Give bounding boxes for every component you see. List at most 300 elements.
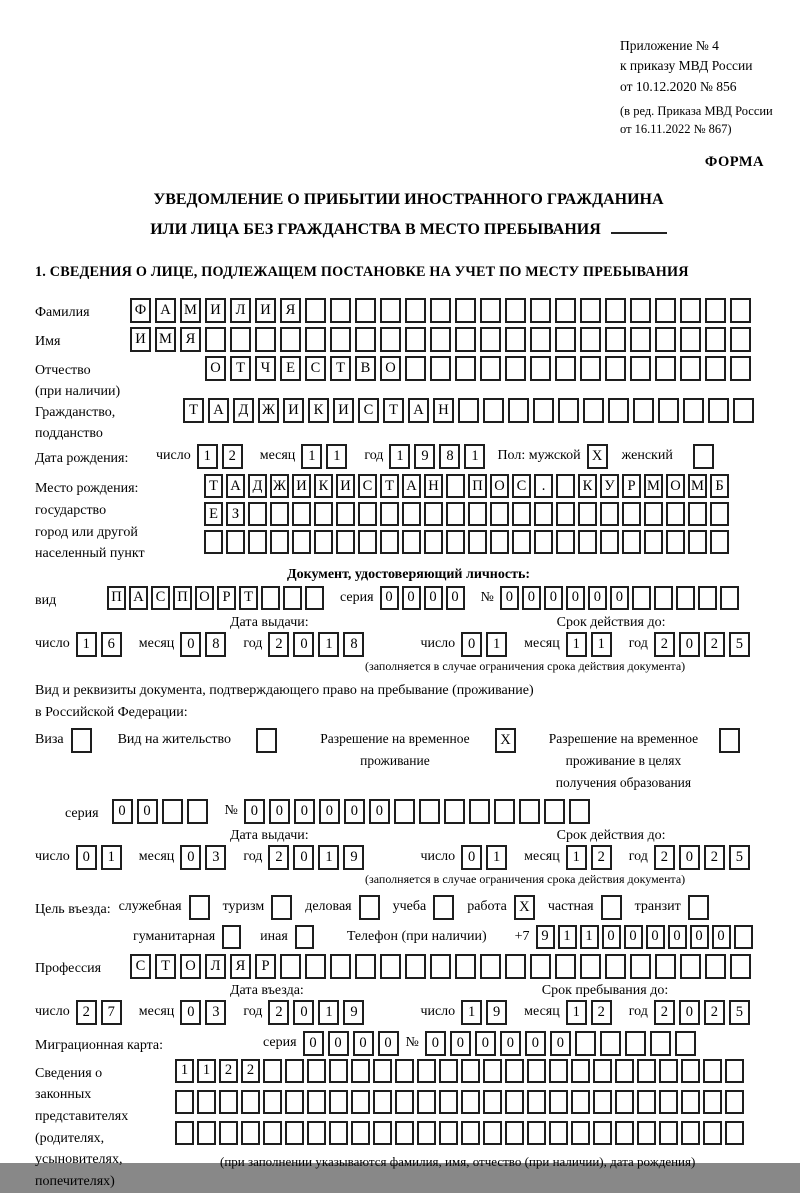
char-cell[interactable] (285, 1090, 304, 1114)
char-cell[interactable] (355, 298, 376, 323)
char-cell[interactable] (480, 298, 501, 323)
char-cell[interactable] (512, 530, 531, 554)
char-cell[interactable] (681, 1121, 700, 1145)
char-cell[interactable] (417, 1121, 436, 1145)
char-cell[interactable]: 2 (268, 1000, 289, 1025)
char-cell[interactable] (725, 1121, 744, 1145)
char-cell[interactable] (270, 502, 289, 526)
char-cell[interactable] (600, 502, 619, 526)
char-cell[interactable] (534, 502, 553, 526)
char-cell[interactable] (270, 530, 289, 554)
char-cell[interactable] (307, 1090, 326, 1114)
char-cell[interactable] (417, 1059, 436, 1083)
char-cell[interactable] (569, 799, 590, 824)
char-cell[interactable]: 7 (101, 1000, 122, 1025)
char-cell[interactable]: Я (180, 327, 201, 352)
char-cell[interactable]: С (358, 398, 379, 423)
char-cell[interactable] (580, 298, 601, 323)
char-cell[interactable]: Д (248, 474, 267, 498)
char-cell[interactable] (255, 327, 276, 352)
char-cell[interactable] (555, 298, 576, 323)
char-cell[interactable] (530, 298, 551, 323)
char-cell[interactable] (593, 1121, 612, 1145)
char-cell[interactable]: 2 (704, 845, 725, 870)
char-cell[interactable] (71, 728, 92, 753)
char-cell[interactable]: Т (383, 398, 404, 423)
char-cell[interactable]: А (408, 398, 429, 423)
char-cell[interactable]: Е (204, 502, 223, 526)
char-cell[interactable] (248, 502, 267, 526)
char-cell[interactable]: О (666, 474, 685, 498)
char-cell[interactable] (468, 530, 487, 554)
char-cell[interactable] (644, 502, 663, 526)
char-cell[interactable] (558, 398, 579, 423)
char-cell[interactable] (666, 502, 685, 526)
char-cell[interactable] (605, 327, 626, 352)
char-cell[interactable] (285, 1059, 304, 1083)
char-cell[interactable] (189, 895, 210, 920)
char-cell[interactable]: И (255, 298, 276, 323)
char-cell[interactable]: 0 (500, 586, 519, 610)
char-cell[interactable]: 2 (704, 1000, 725, 1025)
char-cell[interactable] (219, 1090, 238, 1114)
char-cell[interactable] (205, 327, 226, 352)
char-cell[interactable]: 0 (303, 1031, 324, 1056)
char-cell[interactable] (405, 298, 426, 323)
char-cell[interactable]: Л (205, 954, 226, 979)
char-cell[interactable] (490, 502, 509, 526)
char-cell[interactable] (580, 327, 601, 352)
char-cell[interactable] (615, 1121, 634, 1145)
char-cell[interactable] (480, 954, 501, 979)
char-cell[interactable]: 8 (205, 632, 226, 657)
char-cell[interactable] (578, 530, 597, 554)
char-cell[interactable] (505, 1059, 524, 1083)
char-cell[interactable] (698, 586, 717, 610)
char-cell[interactable] (197, 1090, 216, 1114)
char-cell[interactable] (405, 356, 426, 381)
char-cell[interactable]: К (308, 398, 329, 423)
char-cell[interactable] (263, 1059, 282, 1083)
char-cell[interactable]: Е (280, 356, 301, 381)
char-cell[interactable] (305, 586, 324, 610)
char-cell[interactable] (490, 530, 509, 554)
char-cell[interactable] (680, 356, 701, 381)
char-cell[interactable] (680, 327, 701, 352)
char-cell[interactable]: 2 (222, 444, 243, 469)
char-cell[interactable] (405, 327, 426, 352)
char-cell[interactable] (555, 954, 576, 979)
char-cell[interactable]: П (107, 586, 126, 610)
char-cell[interactable] (307, 1121, 326, 1145)
char-cell[interactable] (710, 530, 729, 554)
char-cell[interactable] (622, 502, 641, 526)
char-cell[interactable]: 1 (101, 845, 122, 870)
char-cell[interactable] (703, 1059, 722, 1083)
char-cell[interactable] (483, 1090, 502, 1114)
char-cell[interactable] (644, 530, 663, 554)
char-cell[interactable] (256, 728, 277, 753)
char-cell[interactable]: 9 (486, 1000, 507, 1025)
char-cell[interactable]: Р (217, 586, 236, 610)
char-cell[interactable] (705, 327, 726, 352)
char-cell[interactable] (556, 530, 575, 554)
char-cell[interactable]: 8 (439, 444, 460, 469)
char-cell[interactable] (402, 502, 421, 526)
char-cell[interactable] (329, 1121, 348, 1145)
char-cell[interactable] (708, 398, 729, 423)
char-cell[interactable]: Т (204, 474, 223, 498)
char-cell[interactable]: 0 (522, 586, 541, 610)
char-cell[interactable] (380, 298, 401, 323)
char-cell[interactable] (380, 502, 399, 526)
char-cell[interactable]: X (587, 444, 608, 469)
char-cell[interactable]: М (644, 474, 663, 498)
char-cell[interactable] (430, 954, 451, 979)
char-cell[interactable] (605, 356, 626, 381)
char-cell[interactable] (283, 586, 302, 610)
char-cell[interactable]: 0 (668, 925, 687, 949)
char-cell[interactable] (483, 398, 504, 423)
char-cell[interactable] (461, 1090, 480, 1114)
char-cell[interactable] (439, 1121, 458, 1145)
char-cell[interactable]: С (512, 474, 531, 498)
char-cell[interactable] (527, 1090, 546, 1114)
char-cell[interactable]: 0 (369, 799, 390, 824)
char-cell[interactable]: 0 (424, 586, 443, 610)
char-cell[interactable]: А (208, 398, 229, 423)
char-cell[interactable]: В (355, 356, 376, 381)
char-cell[interactable] (373, 1121, 392, 1145)
char-cell[interactable] (455, 356, 476, 381)
char-cell[interactable]: А (155, 298, 176, 323)
char-cell[interactable]: 0 (712, 925, 731, 949)
char-cell[interactable]: 0 (112, 799, 133, 824)
char-cell[interactable] (285, 1121, 304, 1145)
char-cell[interactable] (394, 799, 415, 824)
char-cell[interactable] (261, 586, 280, 610)
char-cell[interactable]: Б (710, 474, 729, 498)
char-cell[interactable] (527, 1121, 546, 1145)
char-cell[interactable] (222, 925, 241, 949)
char-cell[interactable]: М (688, 474, 707, 498)
char-cell[interactable] (534, 530, 553, 554)
char-cell[interactable]: С (358, 474, 377, 498)
char-cell[interactable]: 5 (729, 632, 750, 657)
char-cell[interactable]: Л (230, 298, 251, 323)
char-cell[interactable]: 2 (704, 632, 725, 657)
char-cell[interactable]: 8 (343, 632, 364, 657)
char-cell[interactable] (527, 1059, 546, 1083)
char-cell[interactable] (263, 1121, 282, 1145)
char-cell[interactable] (680, 954, 701, 979)
char-cell[interactable] (483, 1121, 502, 1145)
char-cell[interactable]: 9 (343, 845, 364, 870)
char-cell[interactable] (676, 586, 695, 610)
char-cell[interactable]: X (495, 728, 516, 753)
char-cell[interactable]: 0 (450, 1031, 471, 1056)
char-cell[interactable] (380, 530, 399, 554)
char-cell[interactable] (461, 1059, 480, 1083)
char-cell[interactable] (654, 586, 673, 610)
char-cell[interactable] (575, 1031, 596, 1056)
char-cell[interactable] (480, 356, 501, 381)
char-cell[interactable] (395, 1121, 414, 1145)
char-cell[interactable]: Р (255, 954, 276, 979)
char-cell[interactable] (430, 356, 451, 381)
char-cell[interactable] (461, 1121, 480, 1145)
char-cell[interactable] (424, 502, 443, 526)
char-cell[interactable] (630, 954, 651, 979)
char-cell[interactable] (330, 327, 351, 352)
char-cell[interactable] (555, 327, 576, 352)
char-cell[interactable] (305, 327, 326, 352)
char-cell[interactable]: Ж (258, 398, 279, 423)
char-cell[interactable]: 0 (293, 1000, 314, 1025)
char-cell[interactable] (533, 398, 554, 423)
char-cell[interactable] (630, 356, 651, 381)
char-cell[interactable]: 2 (76, 1000, 97, 1025)
char-cell[interactable] (615, 1059, 634, 1083)
char-cell[interactable]: 0 (76, 845, 97, 870)
char-cell[interactable] (681, 1059, 700, 1083)
char-cell[interactable] (305, 954, 326, 979)
char-cell[interactable]: 2 (654, 632, 675, 657)
char-cell[interactable] (600, 530, 619, 554)
char-cell[interactable] (580, 954, 601, 979)
char-cell[interactable]: С (151, 586, 170, 610)
char-cell[interactable] (241, 1090, 260, 1114)
char-cell[interactable]: И (130, 327, 151, 352)
char-cell[interactable] (219, 1121, 238, 1145)
char-cell[interactable] (395, 1059, 414, 1083)
char-cell[interactable] (505, 1090, 524, 1114)
char-cell[interactable] (655, 327, 676, 352)
char-cell[interactable] (571, 1090, 590, 1114)
char-cell[interactable]: 1 (558, 925, 577, 949)
char-cell[interactable]: 1 (486, 632, 507, 657)
char-cell[interactable] (330, 298, 351, 323)
char-cell[interactable] (583, 398, 604, 423)
char-cell[interactable] (530, 356, 551, 381)
char-cell[interactable] (703, 1121, 722, 1145)
char-cell[interactable]: Ч (255, 356, 276, 381)
char-cell[interactable] (280, 954, 301, 979)
char-cell[interactable] (358, 530, 377, 554)
char-cell[interactable]: 0 (269, 799, 290, 824)
char-cell[interactable]: 2 (241, 1059, 260, 1083)
char-cell[interactable] (608, 398, 629, 423)
char-cell[interactable] (650, 1031, 671, 1056)
char-cell[interactable] (505, 327, 526, 352)
char-cell[interactable]: 1 (326, 444, 347, 469)
char-cell[interactable]: 1 (566, 1000, 587, 1025)
char-cell[interactable] (187, 799, 208, 824)
char-cell[interactable] (405, 954, 426, 979)
char-cell[interactable] (733, 398, 754, 423)
char-cell[interactable]: Т (230, 356, 251, 381)
char-cell[interactable] (734, 925, 753, 949)
char-cell[interactable]: Д (233, 398, 254, 423)
char-cell[interactable] (600, 1031, 621, 1056)
char-cell[interactable]: 2 (654, 845, 675, 870)
char-cell[interactable]: 1 (318, 1000, 339, 1025)
char-cell[interactable]: 1 (197, 1059, 216, 1083)
char-cell[interactable] (162, 799, 183, 824)
char-cell[interactable]: 0 (500, 1031, 521, 1056)
char-cell[interactable] (659, 1059, 678, 1083)
char-cell[interactable]: 0 (244, 799, 265, 824)
char-cell[interactable] (419, 799, 440, 824)
char-cell[interactable] (430, 327, 451, 352)
char-cell[interactable] (455, 954, 476, 979)
char-cell[interactable] (307, 1059, 326, 1083)
char-cell[interactable] (373, 1090, 392, 1114)
char-cell[interactable] (380, 954, 401, 979)
char-cell[interactable] (402, 530, 421, 554)
char-cell[interactable]: П (468, 474, 487, 498)
char-cell[interactable] (659, 1090, 678, 1114)
char-cell[interactable] (373, 1059, 392, 1083)
char-cell[interactable] (508, 398, 529, 423)
char-cell[interactable]: 1 (566, 845, 587, 870)
char-cell[interactable] (248, 530, 267, 554)
char-cell[interactable] (719, 728, 740, 753)
char-cell[interactable]: 2 (268, 845, 289, 870)
char-cell[interactable]: 1 (486, 845, 507, 870)
char-cell[interactable]: 6 (101, 632, 122, 657)
char-cell[interactable]: 1 (566, 632, 587, 657)
char-cell[interactable]: 0 (353, 1031, 374, 1056)
char-cell[interactable] (430, 298, 451, 323)
char-cell[interactable]: М (155, 327, 176, 352)
char-cell[interactable]: З (226, 502, 245, 526)
char-cell[interactable] (295, 925, 314, 949)
char-cell[interactable]: 2 (219, 1059, 238, 1083)
char-cell[interactable]: К (314, 474, 333, 498)
char-cell[interactable] (468, 502, 487, 526)
char-cell[interactable]: Я (280, 298, 301, 323)
char-cell[interactable]: 0 (180, 845, 201, 870)
char-cell[interactable] (571, 1121, 590, 1145)
char-cell[interactable]: 2 (591, 1000, 612, 1025)
char-cell[interactable]: X (514, 895, 535, 920)
char-cell[interactable]: О (180, 954, 201, 979)
char-cell[interactable]: Т (155, 954, 176, 979)
char-cell[interactable]: 0 (294, 799, 315, 824)
char-cell[interactable]: 0 (461, 845, 482, 870)
char-cell[interactable] (580, 356, 601, 381)
char-cell[interactable] (505, 298, 526, 323)
char-cell[interactable] (705, 954, 726, 979)
char-cell[interactable]: Н (433, 398, 454, 423)
char-cell[interactable]: 1 (197, 444, 218, 469)
char-cell[interactable] (688, 502, 707, 526)
char-cell[interactable] (730, 356, 751, 381)
char-cell[interactable] (226, 530, 245, 554)
char-cell[interactable] (630, 327, 651, 352)
char-cell[interactable]: О (205, 356, 226, 381)
char-cell[interactable] (395, 1090, 414, 1114)
char-cell[interactable] (241, 1121, 260, 1145)
char-cell[interactable]: Т (239, 586, 258, 610)
char-cell[interactable]: 1 (461, 1000, 482, 1025)
char-cell[interactable]: О (490, 474, 509, 498)
char-cell[interactable] (544, 799, 565, 824)
char-cell[interactable]: 0 (690, 925, 709, 949)
char-cell[interactable] (556, 502, 575, 526)
char-cell[interactable] (571, 1059, 590, 1083)
char-cell[interactable] (358, 502, 377, 526)
char-cell[interactable] (720, 586, 739, 610)
char-cell[interactable]: 0 (525, 1031, 546, 1056)
char-cell[interactable] (530, 954, 551, 979)
char-cell[interactable]: 0 (425, 1031, 446, 1056)
char-cell[interactable] (505, 1121, 524, 1145)
char-cell[interactable] (633, 398, 654, 423)
char-cell[interactable]: 1 (580, 925, 599, 949)
char-cell[interactable]: Ж (270, 474, 289, 498)
char-cell[interactable]: К (578, 474, 597, 498)
char-cell[interactable] (336, 530, 355, 554)
char-cell[interactable] (549, 1121, 568, 1145)
char-cell[interactable]: 9 (536, 925, 555, 949)
char-cell[interactable]: 3 (205, 845, 226, 870)
char-cell[interactable] (446, 530, 465, 554)
char-cell[interactable]: У (600, 474, 619, 498)
char-cell[interactable]: 0 (588, 586, 607, 610)
char-cell[interactable] (730, 327, 751, 352)
char-cell[interactable] (688, 895, 709, 920)
char-cell[interactable]: 0 (378, 1031, 399, 1056)
char-cell[interactable] (688, 530, 707, 554)
char-cell[interactable]: 0 (319, 799, 340, 824)
char-cell[interactable]: 0 (293, 632, 314, 657)
char-cell[interactable]: О (380, 356, 401, 381)
char-cell[interactable] (329, 1090, 348, 1114)
char-cell[interactable]: 1 (591, 632, 612, 657)
char-cell[interactable] (351, 1090, 370, 1114)
char-cell[interactable] (175, 1121, 194, 1145)
char-cell[interactable] (263, 1090, 282, 1114)
char-cell[interactable] (439, 1059, 458, 1083)
char-cell[interactable]: 2 (654, 1000, 675, 1025)
char-cell[interactable] (483, 1059, 502, 1083)
char-cell[interactable] (680, 298, 701, 323)
char-cell[interactable]: 0 (544, 586, 563, 610)
char-cell[interactable]: А (129, 586, 148, 610)
char-cell[interactable] (175, 1090, 194, 1114)
char-cell[interactable] (446, 474, 465, 498)
char-cell[interactable] (710, 502, 729, 526)
char-cell[interactable] (469, 799, 490, 824)
char-cell[interactable]: 0 (602, 925, 621, 949)
char-cell[interactable] (625, 1031, 646, 1056)
char-cell[interactable] (705, 356, 726, 381)
char-cell[interactable] (355, 327, 376, 352)
char-cell[interactable] (292, 502, 311, 526)
char-cell[interactable]: С (130, 954, 151, 979)
char-cell[interactable] (480, 327, 501, 352)
char-cell[interactable]: 0 (550, 1031, 571, 1056)
char-cell[interactable] (455, 298, 476, 323)
char-cell[interactable]: А (226, 474, 245, 498)
char-cell[interactable]: 0 (328, 1031, 349, 1056)
char-cell[interactable] (703, 1090, 722, 1114)
char-cell[interactable]: 0 (344, 799, 365, 824)
char-cell[interactable]: Т (380, 474, 399, 498)
char-cell[interactable] (725, 1059, 744, 1083)
